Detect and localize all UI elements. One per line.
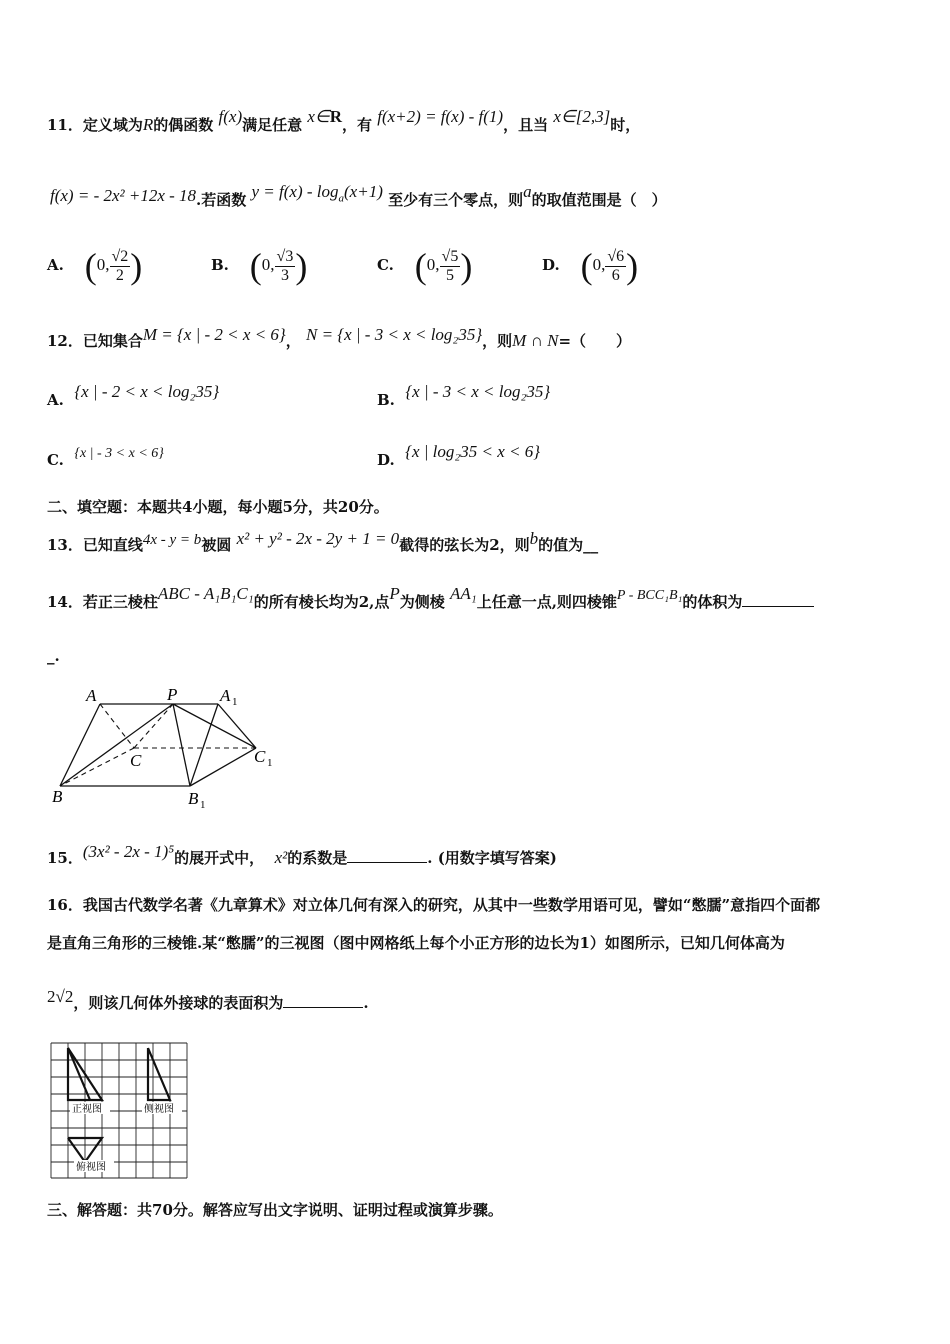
edge-a1-b1 [190, 704, 218, 786]
option-math: {x | - 3 < x < log₂35} [405, 382, 551, 401]
edge-p-c1 [173, 704, 256, 748]
edge-a-c-hidden [100, 704, 134, 748]
option-math: 0, [96, 255, 110, 274]
option-label: B. [211, 256, 229, 274]
q11-math: f(x) = - 2x² +12x - 18 [50, 186, 197, 205]
q11-option-a[interactable]: A. (0, $\frac{√2}{2}$ ) [47, 246, 143, 286]
answer-blank[interactable] [742, 606, 814, 607]
q13-text: 截得的弦长为2，则 [399, 536, 530, 554]
q12-option-c[interactable] [47, 446, 164, 472]
q15-math: (3x² - 2x - 1)⁵ [82, 842, 175, 861]
q12-option-b[interactable] [377, 382, 551, 410]
edge-c-p-hidden [134, 704, 173, 748]
frac-num: √6 [607, 247, 625, 265]
side-view-label: 侧视图 [144, 1104, 174, 1115]
option-label: A. [47, 256, 64, 274]
frac-num: √2 [111, 247, 129, 265]
q11-text: 满足任意 [242, 116, 303, 134]
q16-math: 2√2 [47, 987, 74, 1006]
q11-option-c[interactable]: C. (0, $\frac{√5}{5}$ ) [377, 246, 473, 286]
q12-option-d[interactable] [377, 442, 541, 470]
q14-tail: _. [47, 647, 60, 665]
edge-a1-c1 [218, 704, 256, 748]
q14-math: AA₁ [450, 584, 477, 603]
front-view-inner [68, 1048, 90, 1100]
option-math: {x | - 2 < x < log₂35} [74, 382, 220, 401]
q15-text: 的系数是 [287, 849, 348, 867]
q12-text: ，则 [482, 332, 513, 350]
front-view-label: 正视图 [72, 1104, 102, 1115]
section-3-heading: 三、解答题：共70分。解答应写出文字说明、证明过程或演算步骤。 [47, 1201, 503, 1219]
q16-line2: 是直角三角形的三棱锥.某“憋臑”的三视图（图中网格纸上每个小正方形的边长为1）如图所示，已知几何体高为 [47, 934, 785, 952]
q14 [47, 584, 814, 614]
frac-den: 2 [115, 266, 124, 284]
q13 [47, 529, 599, 556]
label-c1-sub: 1 [267, 757, 273, 769]
q16-text: . [363, 994, 369, 1012]
q11-math: f(x) [218, 107, 243, 126]
q13-math: x² + y² - 2x - 2y + 1 = 0 [236, 529, 400, 548]
q12-math: M ∩ N [512, 331, 559, 350]
q11-text: 的取值范围是（ ） [531, 191, 667, 209]
q11-math: a [338, 192, 345, 205]
edge-c-b-hidden [60, 748, 134, 786]
q11-line1 [47, 107, 641, 135]
q11-option-d[interactable]: D. (0, $\frac{√6}{6}$ ) [542, 246, 639, 286]
frac-num: √5 [441, 247, 459, 265]
label-p: P [167, 685, 178, 704]
option-label: C. [377, 256, 394, 274]
q12-text: 12．已知集合 [47, 332, 143, 350]
q14-text: 的所有棱长均为2,点 [253, 593, 390, 611]
q11-line2 [50, 182, 667, 216]
label-b: B [52, 787, 63, 806]
prism-figure [48, 684, 288, 812]
frac-den: 3 [280, 266, 289, 284]
q11-text: ，有 [342, 116, 373, 134]
q16-line3 [47, 987, 369, 1013]
frac-den: 5 [445, 266, 454, 284]
q16-line1: 16．我国古代数学名著《九章算术》对立体几何有深入的研究，从其中一些数学用语可见，譬如“憋臑”意指四个面都 [47, 896, 821, 914]
q14-text: 14．若正三棱柱 [47, 593, 158, 611]
option-label: A. [47, 391, 64, 409]
section-2-heading: 二、填空题：本题共4小题，每小题5分，共20分。 [47, 498, 389, 516]
q13-text: 13．已知直线 [47, 536, 143, 554]
q11-math: f(x+2) = f(x) - f(1) [377, 107, 504, 126]
answer-blank[interactable] [347, 862, 427, 863]
option-math: {x | - 3 < x < 6} [74, 446, 164, 461]
q11-text: ，且当 [503, 116, 549, 134]
q11-text: .若函数 [196, 191, 247, 209]
q15-math: x² [274, 848, 288, 867]
option-math: 0, [592, 255, 606, 274]
label-b1-sub: 1 [200, 799, 206, 811]
q11-text: 的偶函数 [153, 116, 214, 134]
option-label: D. [377, 451, 395, 469]
edge-a-b [60, 704, 100, 786]
label-a: A [86, 686, 97, 705]
option-math: 0, [426, 255, 440, 274]
q11-math: R [142, 115, 154, 134]
q11-option-b[interactable]: B. (0, $\frac{√3}{3}$ ) [211, 246, 308, 286]
label-c1: C [254, 747, 266, 766]
option-label: C. [47, 451, 64, 469]
q12-text: ， [285, 332, 301, 350]
label-a1: A [220, 686, 231, 705]
q13-text: 被圆 [201, 536, 232, 554]
q14-math: P - BCC₁B₁ [616, 588, 683, 603]
edge-p-b [60, 704, 173, 786]
q12-text: =（ ） [558, 332, 632, 350]
q16-text: ，则该几何体外接球的表面积为 [73, 994, 284, 1012]
q11-text: 时， [610, 116, 641, 134]
q15-text: . (用数字填写答案) [427, 849, 557, 867]
q12-option-a[interactable] [47, 382, 220, 410]
q14-text: 上任意一点,则四棱锥 [476, 593, 617, 611]
label-a1-sub: 1 [232, 696, 238, 708]
option-math: 0, [261, 255, 275, 274]
q15-text: 15． [47, 849, 83, 867]
frac-den: 6 [611, 266, 620, 284]
option-math: {x | log₂35 < x < 6} [405, 442, 541, 461]
option-label: B. [377, 391, 395, 409]
frac-num: √3 [276, 247, 294, 265]
q11-math: (x+1) [344, 182, 383, 201]
option-label: D. [542, 256, 560, 274]
label-c: C [130, 751, 142, 770]
q14-math: ABC - A₁B₁C₁ [157, 584, 254, 603]
q11-math: a [523, 182, 532, 201]
q13-text: 的值为__ [538, 536, 599, 554]
q13-math: b [529, 529, 539, 548]
q14-text: 的体积为 [682, 593, 743, 611]
label-b1: B [188, 789, 199, 808]
three-view-figure [50, 1042, 190, 1180]
q12-math: N = {x | - 3 < x < log₂35} [305, 325, 483, 344]
q13-math: 4x - y = b [142, 532, 202, 548]
q11-text: 11．定义域为 [47, 116, 143, 134]
q11-math: x∈ [307, 107, 330, 126]
q12-math: M = {x | - 2 < x < 6} [142, 325, 286, 344]
q11-text: 至少有三个零点，则 [388, 191, 524, 209]
q12-stem [47, 325, 632, 351]
q15-text: 的展开式中， [174, 849, 265, 867]
q14-math: P [389, 584, 400, 603]
edge-p-b1 [173, 704, 190, 786]
q11-math: R [329, 107, 342, 126]
q14-text: 为侧棱 [399, 593, 445, 611]
edge-b1-c1 [190, 748, 256, 786]
answer-blank[interactable] [283, 1007, 363, 1008]
q15 [47, 842, 557, 868]
top-view-label: 俯视图 [76, 1162, 106, 1173]
q11-math: x∈[2,3] [553, 107, 611, 126]
side-view-shape [148, 1048, 170, 1100]
q11-math: y = f(x) - log [251, 182, 339, 201]
